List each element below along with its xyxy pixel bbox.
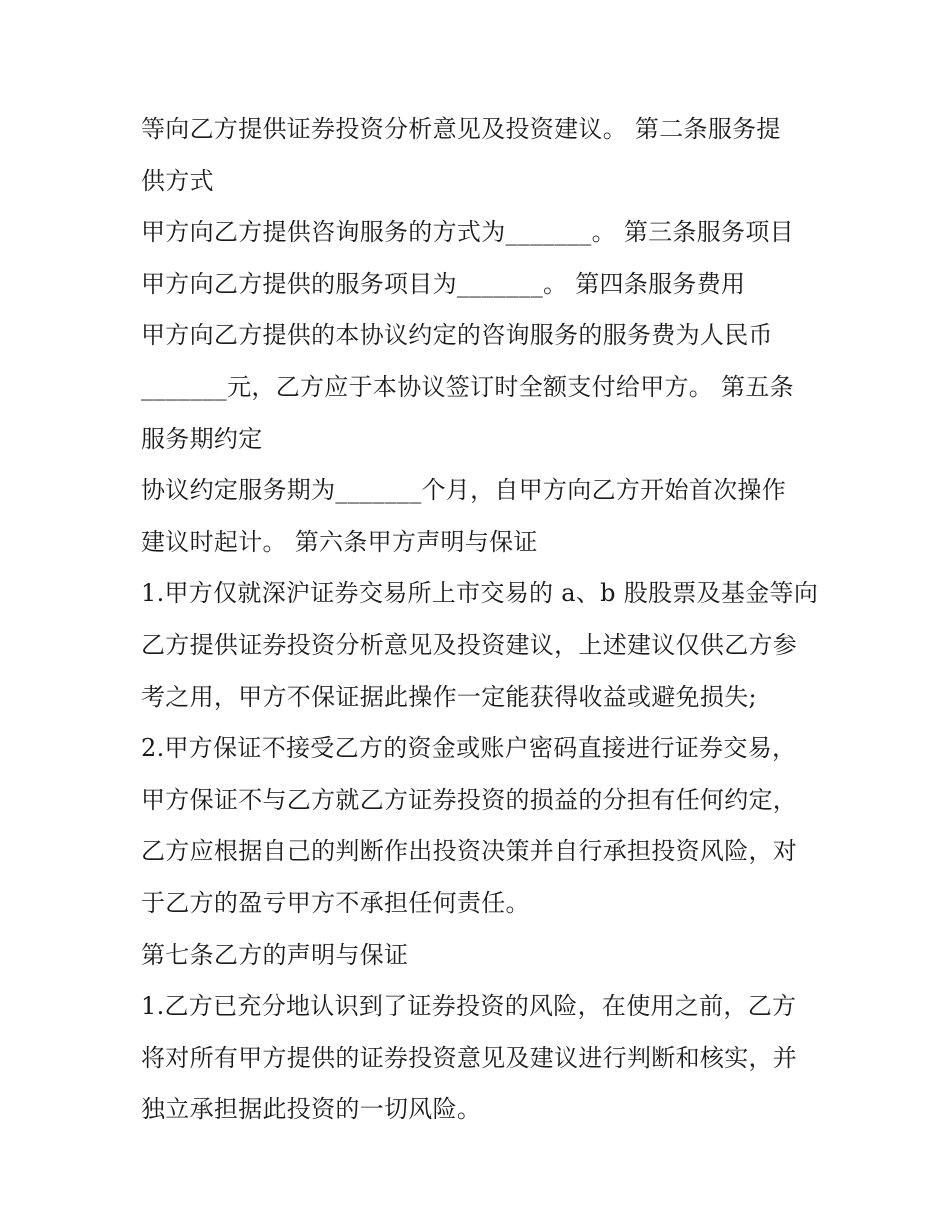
text-line: 1.乙方已充分地认识到了证券投资的风险，在使用之前，乙方 — [141, 992, 797, 1021]
text-line: 供方式 — [141, 166, 214, 195]
text-line: 考之用，甲方不保证据此操作一定能获得收益或避免损失; — [141, 682, 757, 711]
text-line: 甲方向乙方提供的服务项目为_______。 第四条服务费用 — [141, 269, 746, 298]
text-line: 乙方提供证券投资分析意见及投资建议，上述建议仅供乙方参 — [141, 630, 798, 659]
text-line: 甲方向乙方提供的本协议约定的咨询服务的服务费为人民币 — [141, 321, 773, 350]
text-line: 于乙方的盈亏甲方不承担任何责任。 — [141, 888, 530, 917]
text-line: 将对所有甲方提供的证券投资意见及建议进行判断和核实，并 — [141, 1043, 798, 1072]
text-line: 第七条乙方的声明与保证 — [141, 940, 409, 969]
text-line: 1.甲方仅就深沪证券交易所上市交易的 a、b 股股票及基金等向 — [141, 579, 819, 608]
text-line: 甲方保证不与乙方就乙方证券投资的损益的分担有任何约定， — [141, 785, 798, 814]
text-line: 等向乙方提供证券投资分析意见及投资建议。 第二条服务提 — [141, 115, 781, 143]
text-line: _______元，乙方应于本协议签订时全额支付给甲方。 第五条 — [141, 372, 794, 401]
text-line: 协议约定服务期为_______个月，自甲方向乙方开始首次操作 — [141, 476, 786, 505]
text-line: 乙方应根据自己的判断作出投资决策并自行承担投资风险，对 — [141, 837, 798, 866]
text-line: 2.甲方保证不接受乙方的资金或账户密码直接进行证券交易， — [141, 734, 797, 763]
text-line: 独立承担据此投资的一切风险。 — [141, 1095, 482, 1124]
text-line: 服务期约定 — [141, 424, 263, 453]
text-line: 甲方向乙方提供咨询服务的方式为_______。 第三条服务项目 — [141, 218, 794, 247]
contract-text — [141, 104, 821, 1136]
text-line: 建议时起计。 第六条甲方声明与保证 — [141, 527, 538, 556]
